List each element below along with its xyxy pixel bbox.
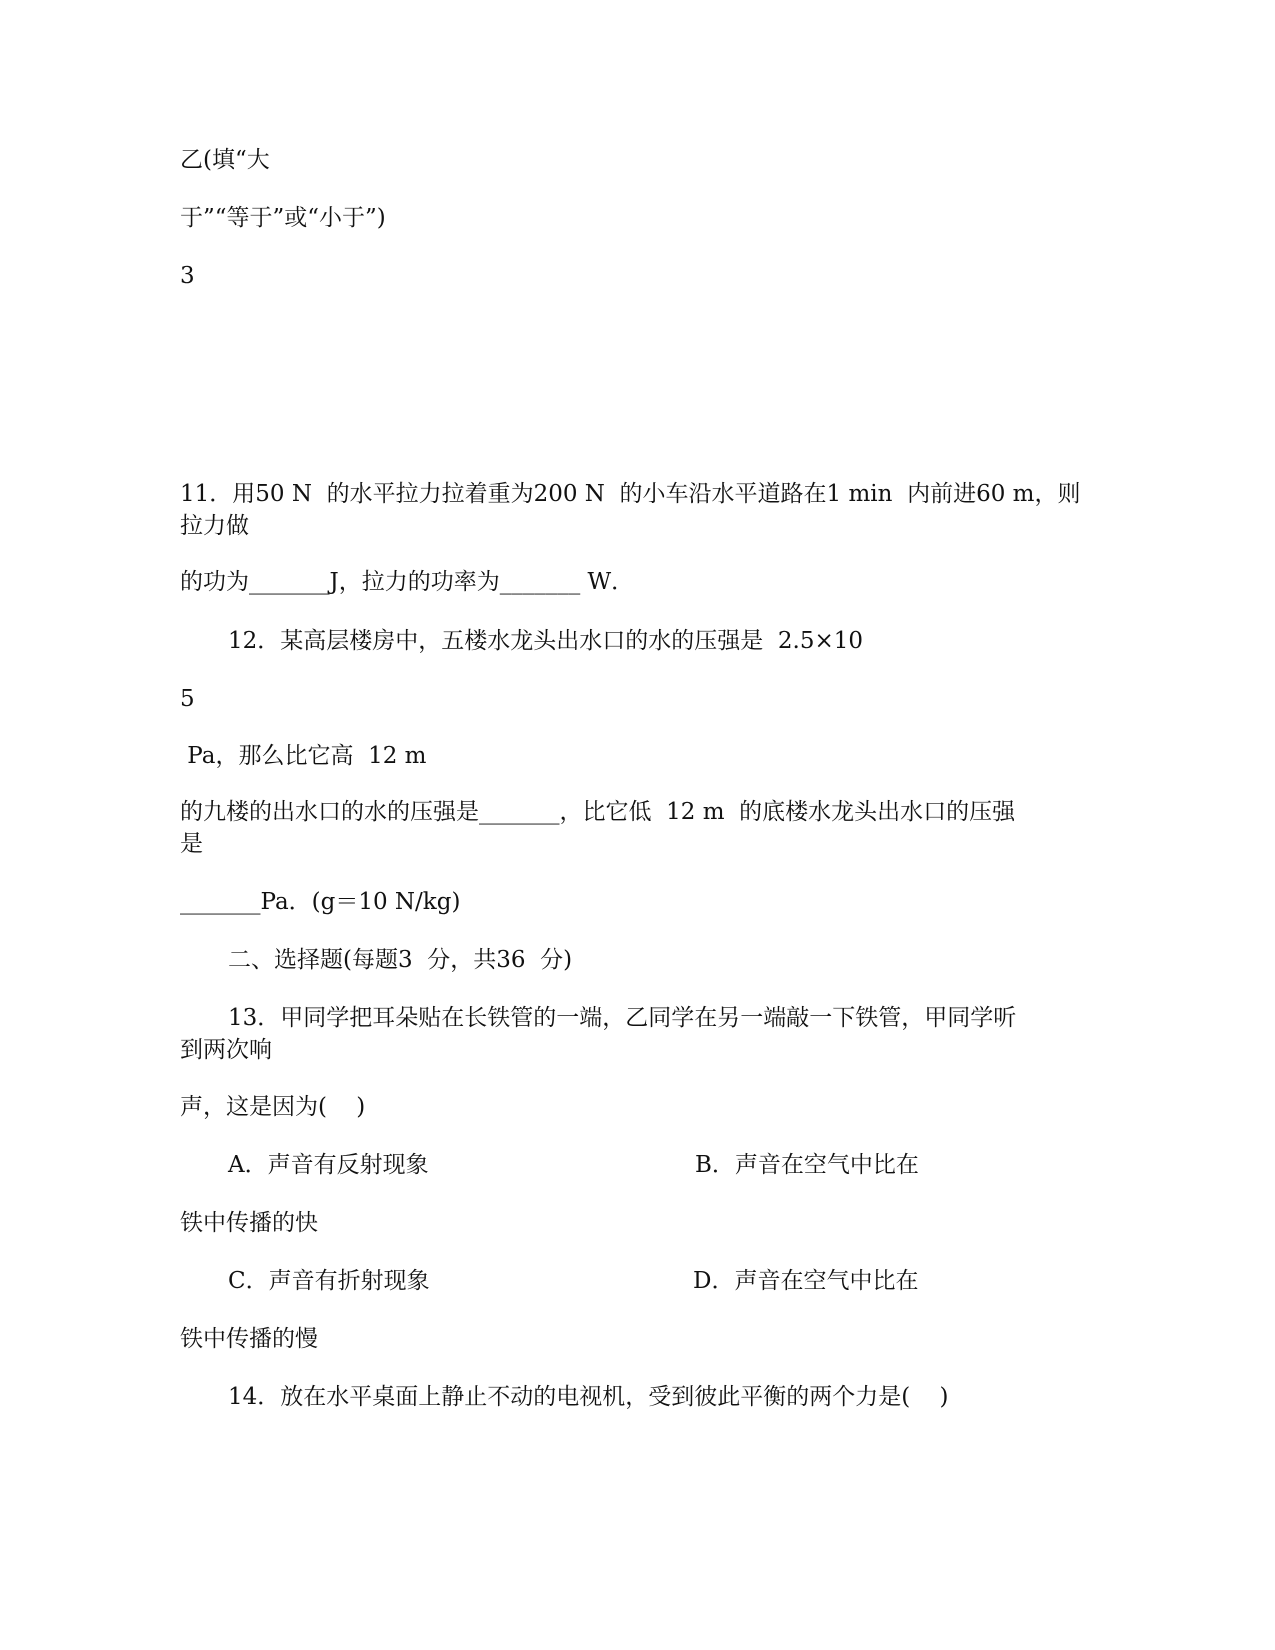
text-line: 14．放在水平桌面上静止不动的电视机，受到彼此平衡的两个力是( ) xyxy=(228,1384,949,1410)
text-line: 11．用50 N 的水平拉力拉着重为200 N 的小车沿水平道路在1 min 内前进60 m，则 xyxy=(180,481,1081,507)
text-line: 于”“等于”或“小于”) xyxy=(180,205,386,231)
text-line: 3 xyxy=(180,263,195,289)
text-line: 的九楼的出水口的水的压强是_______，比它低 12 m 的底楼水龙头出水口的压强 xyxy=(180,799,1016,825)
text-line: 拉力做 xyxy=(180,513,249,539)
text-line: 5 xyxy=(180,686,195,712)
option-a: A．声音有反射现象 xyxy=(228,1152,429,1178)
option-d: D．声音在空气中比在 xyxy=(693,1268,919,1294)
text-line: 声，这是因为( ) xyxy=(180,1094,366,1120)
text-line: 12．某高层楼房中，五楼水龙头出水口的水的压强是 2.5×10 xyxy=(228,628,864,654)
section-heading: 二、选择题(每题3 分，共36 分) xyxy=(228,947,573,973)
text-line: _______Pa．(g＝10 N/kg) xyxy=(180,889,461,915)
text-line: 的功为_______J，拉力的功率为_______ W． xyxy=(180,569,635,595)
option-b: B．声音在空气中比在 xyxy=(695,1152,919,1178)
text-line: 乙(填“大 xyxy=(180,147,270,173)
option-c: C．声音有折射现象 xyxy=(228,1268,430,1294)
text-line: 13．甲同学把耳朵贴在长铁管的一端，乙同学在另一端敲一下铁管，甲同学听 xyxy=(228,1005,1017,1031)
text-line: Pa，那么比它高 12 m xyxy=(180,743,427,769)
text-line: 到两次响 xyxy=(180,1037,272,1063)
text-line: 是 xyxy=(180,831,203,857)
text-line: 铁中传播的快 xyxy=(180,1210,318,1236)
text-line: 铁中传播的慢 xyxy=(180,1326,318,1352)
